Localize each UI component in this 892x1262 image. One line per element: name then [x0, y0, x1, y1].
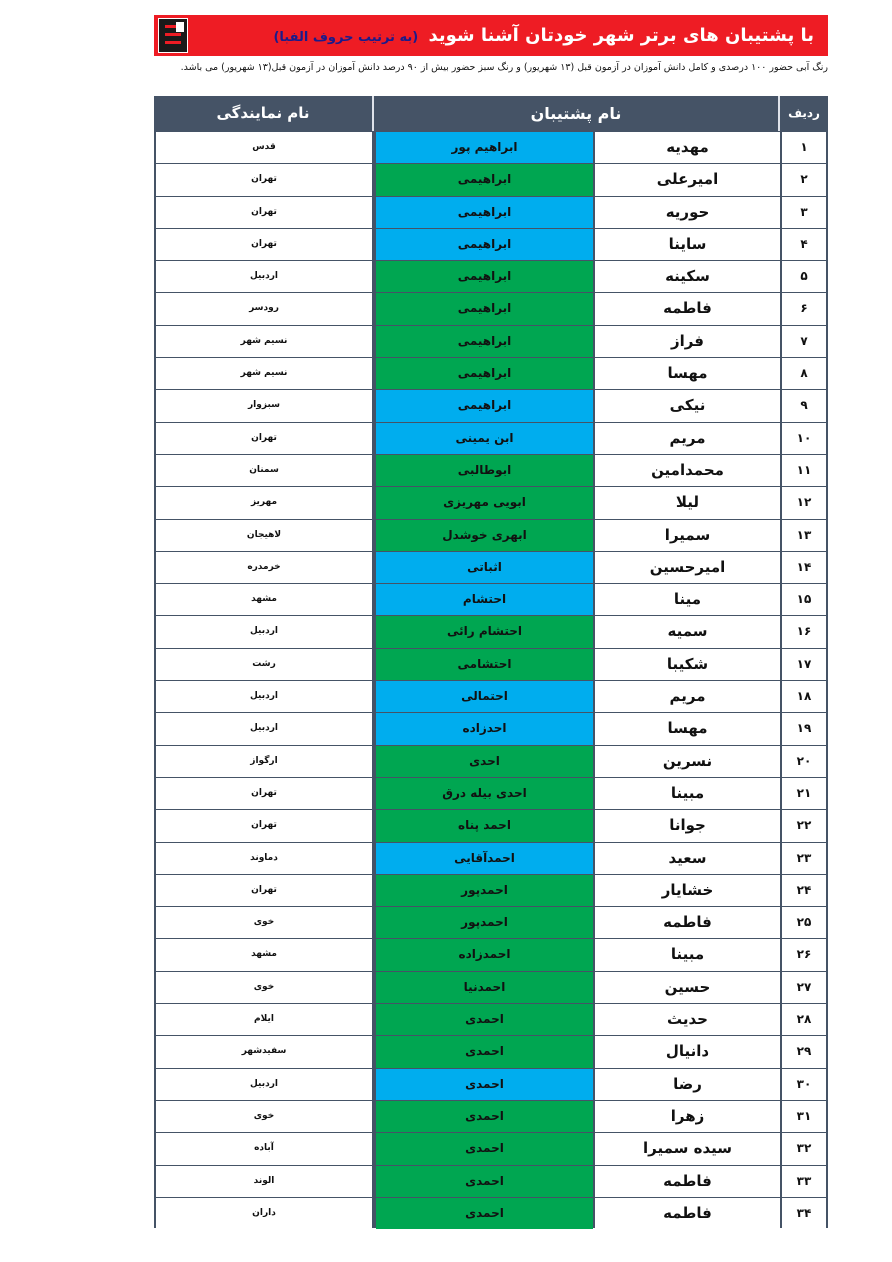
agency-name: رودسر — [156, 293, 372, 324]
row-number: ۲۷ — [782, 972, 826, 1003]
supporter-last-name: ابراهیمی — [376, 197, 593, 228]
supporter-last-name: احمدی — [376, 1198, 593, 1229]
supporter-first-name: سمیه — [595, 616, 780, 647]
supporter-last-name: احتشام رائی — [376, 616, 593, 647]
row-number: ۲ — [782, 164, 826, 195]
agency-name: دماوند — [156, 843, 372, 874]
supporter-first-name: مریم — [595, 423, 780, 454]
table-row — [154, 648, 828, 680]
row-number: ۲۸ — [782, 1004, 826, 1035]
supporter-first-name: شکیبا — [595, 649, 780, 680]
row-number: ۱۰ — [782, 423, 826, 454]
table-row — [154, 131, 828, 163]
table-row — [154, 745, 828, 777]
supporter-last-name: احدی — [376, 746, 593, 777]
agency-name: نسیم شهر — [156, 358, 372, 389]
agency-name: تهران — [156, 197, 372, 228]
supporter-last-name: ابراهیمی — [376, 358, 593, 389]
supporter-first-name: دانیال — [595, 1036, 780, 1067]
row-number: ۳ — [782, 197, 826, 228]
supporter-last-name: احمدی — [376, 1133, 593, 1164]
title-text: با پشتیبان های برتر شهر خودتان آشنا شوید — [428, 25, 814, 46]
supporter-first-name: مهسا — [595, 713, 780, 744]
row-number: ۱۳ — [782, 520, 826, 551]
table-row — [154, 938, 828, 970]
table-row — [154, 1165, 828, 1197]
supporter-first-name: فاطمه — [595, 293, 780, 324]
row-number: ۱ — [782, 132, 826, 163]
supporter-first-name: مینا — [595, 584, 780, 615]
agency-name: تهران — [156, 810, 372, 841]
row-number: ۴ — [782, 229, 826, 260]
row-number: ۳۴ — [782, 1198, 826, 1229]
row-number: ۱۹ — [782, 713, 826, 744]
row-number: ۱۷ — [782, 649, 826, 680]
table-row — [154, 486, 828, 518]
agency-name: اردبیل — [156, 616, 372, 647]
supporter-last-name: احمدی — [376, 1004, 593, 1035]
row-number: ۳۳ — [782, 1166, 826, 1197]
table-row — [154, 874, 828, 906]
supporter-first-name: امیرعلی — [595, 164, 780, 195]
supporter-first-name: جوانا — [595, 810, 780, 841]
supporter-first-name: فراز — [595, 326, 780, 357]
title-subtitle: (به ترتیب حروف الفبا) — [273, 30, 419, 45]
supporter-last-name: احمدی — [376, 1101, 593, 1132]
supporter-last-name: احدی بیله درق — [376, 778, 593, 809]
supporter-last-name: احمدی — [376, 1036, 593, 1067]
table-row — [154, 906, 828, 938]
column-header-supporter: نام پشتیبان — [372, 96, 778, 131]
supporter-last-name: ابراهیمی — [376, 293, 593, 324]
supporter-first-name: مبینا — [595, 778, 780, 809]
row-number: ۲۶ — [782, 939, 826, 970]
page-title — [273, 15, 814, 56]
table-row — [154, 519, 828, 551]
supporter-first-name: حوریه — [595, 197, 780, 228]
agency-name: خوی — [156, 972, 372, 1003]
supporter-last-name: احمد پناه — [376, 810, 593, 841]
table-row — [154, 1035, 828, 1067]
supporter-first-name: سیده سمیرا — [595, 1133, 780, 1164]
supporter-last-name: ابراهیمی — [376, 390, 593, 421]
row-number: ۲۰ — [782, 746, 826, 777]
supporter-last-name: ابوطالبی — [376, 455, 593, 486]
supporter-last-name: احمدآقایی — [376, 843, 593, 874]
agency-name: اردبیل — [156, 681, 372, 712]
table-row — [154, 454, 828, 486]
agency-name: قدس — [156, 132, 372, 163]
supporter-first-name: امیرحسین — [595, 552, 780, 583]
color-legend-note: رنگ آبی حضور ۱۰۰ درصدی و کامل دانش آموزان در آزمون قبل (۱۳ شهریور) و رنگ سبز حضور بیش از ۹۰ درصد دانش آموزان در آزمون قبل(۱۳ شهریور) می باشد. — [180, 62, 828, 73]
row-number: ۲۴ — [782, 875, 826, 906]
supporter-last-name: احمدپور — [376, 907, 593, 938]
row-number: ۵ — [782, 261, 826, 292]
table-row — [154, 712, 828, 744]
row-number: ۸ — [782, 358, 826, 389]
row-number: ۱۲ — [782, 487, 826, 518]
row-number: ۲۲ — [782, 810, 826, 841]
row-number: ۱۴ — [782, 552, 826, 583]
table-row — [154, 292, 828, 324]
supporter-last-name: ابراهیمی — [376, 164, 593, 195]
supporter-last-name: ابراهیمی — [376, 229, 593, 260]
agency-name: خوی — [156, 1101, 372, 1132]
supporter-first-name: سعید — [595, 843, 780, 874]
supporter-first-name: حسین — [595, 972, 780, 1003]
supporter-last-name: ابن یمینی — [376, 423, 593, 454]
table-row — [154, 260, 828, 292]
table-row — [154, 357, 828, 389]
supporter-last-name: احدزاده — [376, 713, 593, 744]
agency-name: اردبیل — [156, 713, 372, 744]
row-number: ۲۹ — [782, 1036, 826, 1067]
agency-name: سمنان — [156, 455, 372, 486]
table-row — [154, 1100, 828, 1132]
supporter-first-name: حدیث — [595, 1004, 780, 1035]
agency-name: ارگواز — [156, 746, 372, 777]
table-row — [154, 325, 828, 357]
supporter-first-name: فاطمه — [595, 907, 780, 938]
row-number: ۹ — [782, 390, 826, 421]
row-number: ۱۶ — [782, 616, 826, 647]
supporter-first-name: زهرا — [595, 1101, 780, 1132]
title-banner — [154, 15, 828, 56]
supporter-first-name: خشایار — [595, 875, 780, 906]
table-row — [154, 389, 828, 421]
supporter-last-name: اثباتی — [376, 552, 593, 583]
supporter-last-name: احتشام — [376, 584, 593, 615]
supporter-first-name: سکینه — [595, 261, 780, 292]
row-number: ۳۰ — [782, 1069, 826, 1100]
supporter-first-name: نسرین — [595, 746, 780, 777]
table-row — [154, 163, 828, 195]
agency-name: لاهیجان — [156, 520, 372, 551]
supporter-first-name: مهسا — [595, 358, 780, 389]
table-row — [154, 971, 828, 1003]
row-number: ۲۵ — [782, 907, 826, 938]
supporter-first-name: مهدیه — [595, 132, 780, 163]
supporter-first-name: فاطمه — [595, 1166, 780, 1197]
row-number: ۱۵ — [782, 584, 826, 615]
agency-name: خرمدره — [156, 552, 372, 583]
table-row — [154, 583, 828, 615]
supporter-last-name: احتشامی — [376, 649, 593, 680]
table-row — [154, 551, 828, 583]
table-row — [154, 680, 828, 712]
agency-name: خوی — [156, 907, 372, 938]
agency-name: اردبیل — [156, 1069, 372, 1100]
agency-name: نسیم شهر — [156, 326, 372, 357]
supporter-last-name: ابهری خوشدل — [376, 520, 593, 551]
supporter-last-name: احمدپور — [376, 875, 593, 906]
row-number: ۱۱ — [782, 455, 826, 486]
table-body — [154, 131, 828, 1229]
supporter-last-name: احتمالی — [376, 681, 593, 712]
column-header-row: ردیف — [778, 96, 828, 131]
table-row — [154, 228, 828, 260]
agency-name: رشت — [156, 649, 372, 680]
agency-name: مشهد — [156, 584, 372, 615]
supporter-first-name: مبینا — [595, 939, 780, 970]
supporter-first-name: سمیرا — [595, 520, 780, 551]
table-row — [154, 196, 828, 228]
table-row — [154, 1068, 828, 1100]
row-number: ۲۱ — [782, 778, 826, 809]
row-number: ۲۳ — [782, 843, 826, 874]
row-number: ۷ — [782, 326, 826, 357]
row-number: ۶ — [782, 293, 826, 324]
supporter-last-name: ابویی مهریزی — [376, 487, 593, 518]
agency-name: تهران — [156, 164, 372, 195]
supporter-last-name: ابراهیمی — [376, 326, 593, 357]
agency-name: تهران — [156, 229, 372, 260]
supporter-last-name: احمدی — [376, 1069, 593, 1100]
supporter-first-name: محمدامین — [595, 455, 780, 486]
supporter-last-name: ابراهیمی — [376, 261, 593, 292]
agency-name: تهران — [156, 778, 372, 809]
table-row — [154, 422, 828, 454]
agency-name: ایلام — [156, 1004, 372, 1035]
agency-name: مهریز — [156, 487, 372, 518]
supporter-first-name: رضا — [595, 1069, 780, 1100]
row-number: ۳۱ — [782, 1101, 826, 1132]
supporter-last-name: احمدی — [376, 1166, 593, 1197]
table-row — [154, 1197, 828, 1229]
agency-name: مشهد — [156, 939, 372, 970]
agency-name: تهران — [156, 875, 372, 906]
agency-name: سبزوار — [156, 390, 372, 421]
table-row — [154, 1132, 828, 1164]
agency-name: تهران — [156, 423, 372, 454]
agency-name: داران — [156, 1198, 372, 1229]
agency-name: الوند — [156, 1166, 372, 1197]
supporters-table — [154, 96, 828, 1228]
agency-name: اردبیل — [156, 261, 372, 292]
column-header-agency: نام نمایندگی — [154, 96, 372, 131]
supporter-first-name: فاطمه — [595, 1198, 780, 1229]
supporter-last-name: احمدزاده — [376, 939, 593, 970]
logo-icon — [158, 18, 188, 53]
supporter-first-name: مریم — [595, 681, 780, 712]
supporter-first-name: نیکی — [595, 390, 780, 421]
row-number: ۳۲ — [782, 1133, 826, 1164]
supporter-first-name: ساینا — [595, 229, 780, 260]
supporter-last-name: ابراهیم پور — [376, 132, 593, 163]
table-row — [154, 615, 828, 647]
supporter-last-name: احمدنیا — [376, 972, 593, 1003]
agency-name: سفیدشهر — [156, 1036, 372, 1067]
table-row — [154, 1003, 828, 1035]
supporter-first-name: لیلا — [595, 487, 780, 518]
table-row — [154, 842, 828, 874]
table-row — [154, 809, 828, 841]
table-row — [154, 777, 828, 809]
row-number: ۱۸ — [782, 681, 826, 712]
agency-name: آباده — [156, 1133, 372, 1164]
